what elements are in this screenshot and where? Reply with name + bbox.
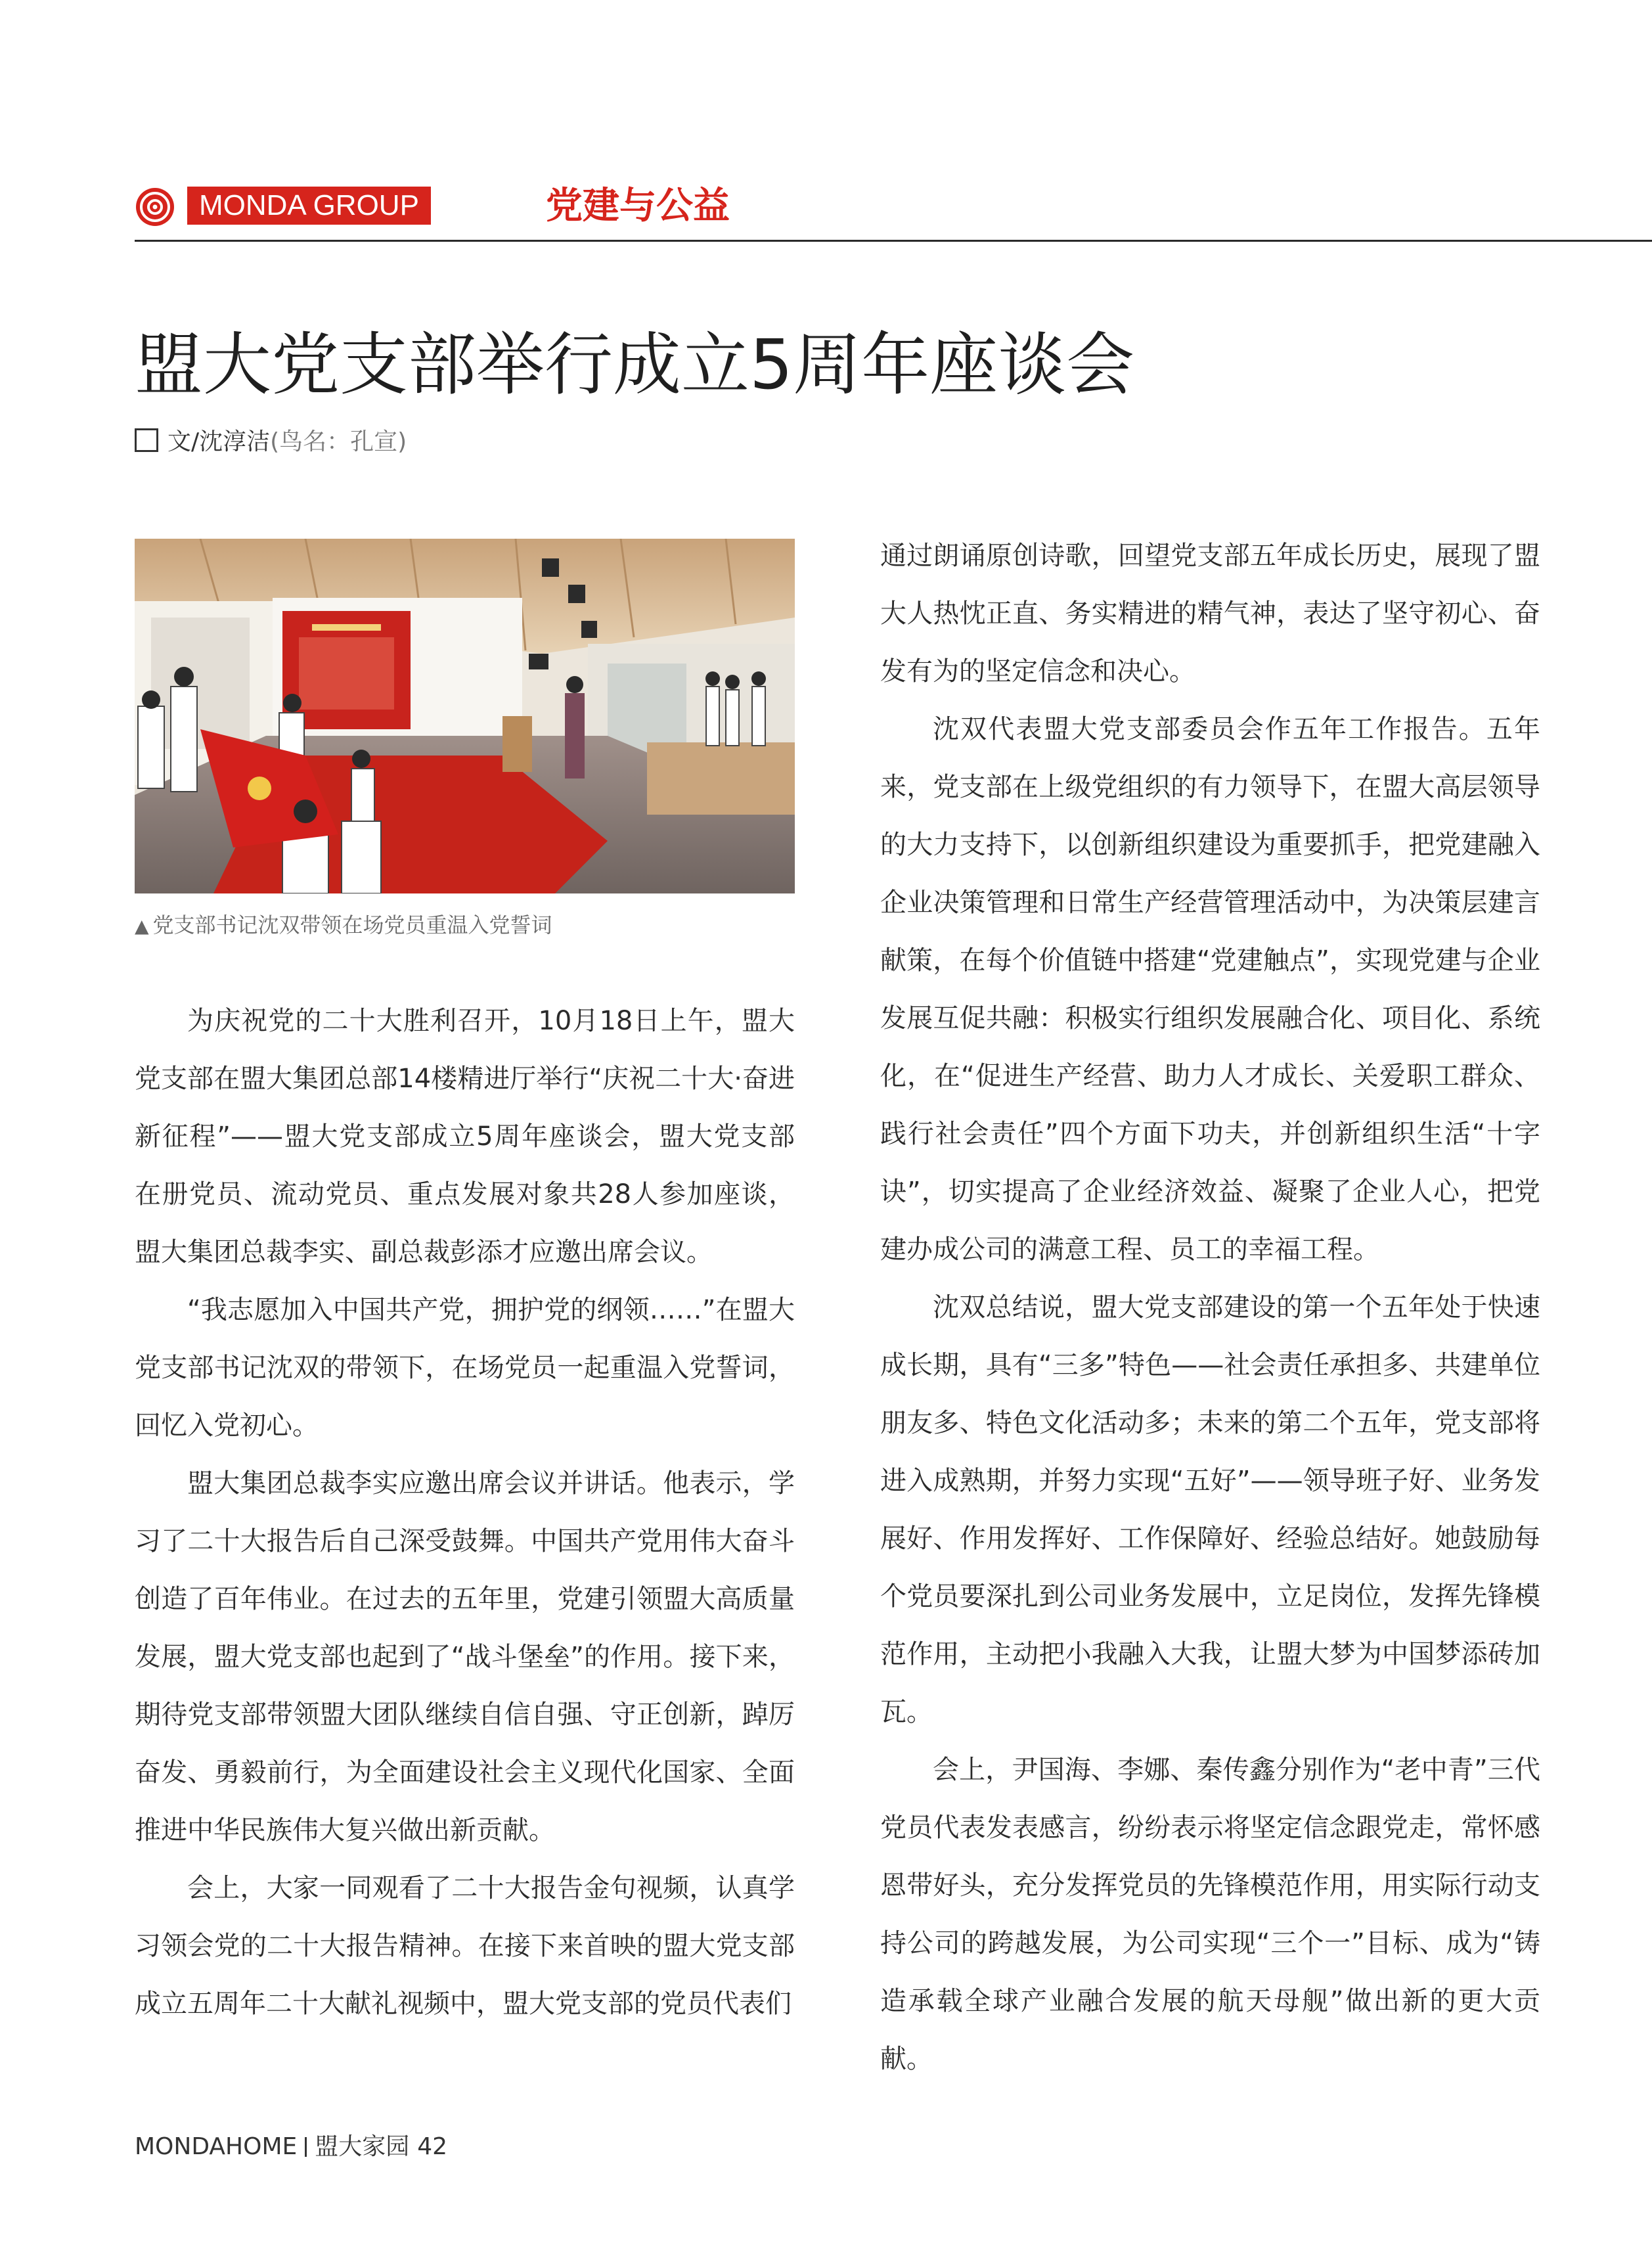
section-title: 党建与公益 xyxy=(546,185,730,227)
checkbox-icon xyxy=(135,428,158,452)
party-emblem-icon xyxy=(135,187,175,227)
magazine-name: MONDAHOME xyxy=(135,2133,298,2160)
magazine-name-cn: 盟大家园 xyxy=(315,2133,410,2160)
page-footer xyxy=(135,2129,447,2165)
triangle-icon: ▲ xyxy=(135,915,149,937)
paragraph: 会上，大家一同观看了二十大报告金句视频，认真学习领会党的二十大报告精神。在接下来首映的盟大党支部成立五周年二十大献礼视频中，盟大党支部的党员代表们 xyxy=(135,1873,795,2019)
author: 文/沈淳洁 xyxy=(167,428,271,455)
caption-text: 党支部书记沈双带领在场党员重温入党誓词 xyxy=(152,913,552,937)
article-title: 盟大党支部举行成立5周年座谈会 xyxy=(135,325,1135,405)
author-note: (鸟名：孔宣) xyxy=(270,428,407,455)
photo-caption xyxy=(135,909,552,943)
meeting-photo xyxy=(135,539,795,893)
section-header xyxy=(135,181,1652,240)
footer-divider xyxy=(305,2137,307,2157)
right-column xyxy=(880,527,1540,2088)
brand-label: MONDA GROUP xyxy=(187,187,431,225)
header-divider xyxy=(135,240,1652,242)
paragraph-continued: 通过朗诵原创诗歌，回望党支部五年成长历史，展现了盟大人热忱正直、务实精进的精气神，表达了坚守初心、奋发有为的坚定信念和决心。 xyxy=(880,541,1540,687)
paragraph: “我志愿加入中国共产党，拥护党的纲领……”在盟大党支部书记沈双的带领下，在场党员一起重温入党誓词，回忆入党初心。 xyxy=(135,1295,795,1441)
paragraph: 会上，尹国海、李娜、秦传鑫分别作为“老中青”三代党员代表发表感言，纷纷表示将坚定信念跟党走，常怀感恩带好头，充分发挥党员的先锋模范作用，用实际行动支持公司的跨越发展，为公司实现“三个一”目标、成为“铸造承载全球产业融合发展的航天母舰”做出新的更大贡献。 xyxy=(880,1755,1540,2074)
paragraph: 沈双代表盟大党支部委员会作五年工作报告。五年来，党支部在上级党组织的有力领导下，在盟大高层领导的大力支持下，以创新组织建设为重要抓手，把党建融入企业决策管理和日常生产经营管理活动中，为决策层建言献策，在每个价值链中搭建“党建触点”，实现党建与企业发展互促共融：积极实行组织发展融合化、项目化、系统化，在“促进生产经营、助力人才成长、关爱职工群众、践行社会责任”四个方面下功夫，并创新组织生活“十字诀”，切实提高了企业经济效益、凝聚了企业人心，把党建办成公司的满意工程、员工的幸福工程。 xyxy=(880,714,1540,1265)
article-photo xyxy=(135,539,795,893)
paragraph: 盟大集团总裁李实应邀出席会议并讲话。他表示，学习了二十大报告后自己深受鼓舞。中国共产党用伟大奋斗创造了百年伟业。在过去的五年里，党建引领盟大高质量发展，盟大党支部也起到了“战斗堡垒”的作用。接下来，期待党支部带领盟大团队继续自信自强、守正创新，踔厉奋发、勇毅前行，为全面建设社会主义现代化国家、全面推进中华民族伟大复兴做出新贡献。 xyxy=(135,1468,795,1845)
paragraph: 沈双总结说，盟大党支部建设的第一个五年处于快速成长期，具有“三多”特色——社会责任承担多、共建单位朋友多、特色文化活动多；未来的第二个五年，党支部将进入成熟期，并努力实现“五好”——领导班子好、业务发展好、作用发挥好、工作保障好、经验总结好。她鼓励每个党员要深扎到公司业务发展中，立足岗位，发挥先锋模范作用，主动把小我融入大我，让盟大梦为中国梦添砖加瓦。 xyxy=(880,1292,1540,1727)
page-number: 42 xyxy=(417,2133,448,2160)
byline xyxy=(135,424,407,461)
left-column xyxy=(135,992,795,2033)
paragraph: 为庆祝党的二十大胜利召开，10月18日上午，盟大党支部在盟大集团总部14楼精进厅举行“庆祝二十大·奋进新征程”——盟大党支部成立5周年座谈会，盟大党支部在册党员、流动党员、重点发展对象共28人参加座谈，盟大集团总裁李实、副总裁彭添才应邀出席会议。 xyxy=(135,1006,795,1267)
